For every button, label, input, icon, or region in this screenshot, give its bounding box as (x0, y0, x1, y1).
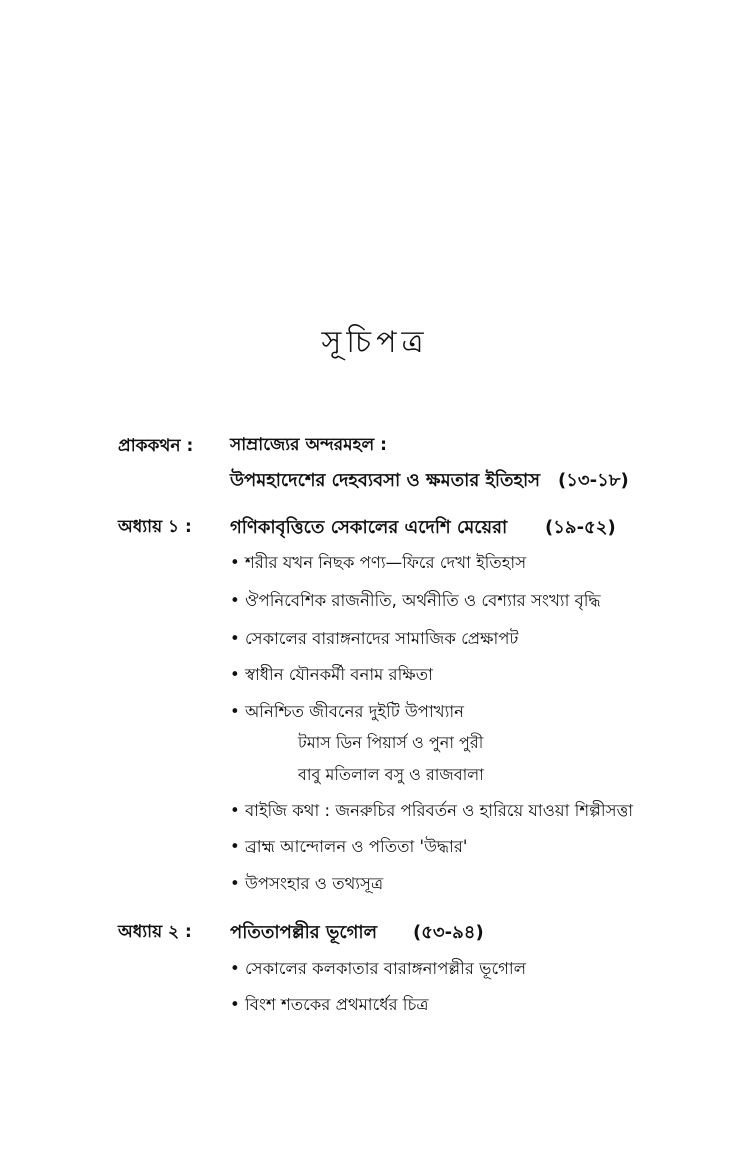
chapter-2-label: অধ্যায় ২ : (118, 922, 192, 942)
chapter-1-label: অধ্যায় ১ : (118, 517, 192, 537)
preface-title-line1: সাম্রাজ্যের অন্দরমহল : (230, 435, 387, 455)
chapter-1-item: • বাইজি কথা : জনরুচির পরিবর্তন ও হারিয়ে যাওয়া শিল্পীসত্তা (230, 801, 634, 820)
chapter-1-item: • স্বাধীন যৌনকর্মী বনাম রক্ষিতা (230, 665, 433, 684)
chapter-1-item: • অনিশ্চিত জীবনের দুইটি উপাখ্যান (230, 702, 465, 721)
chapter-1-item: • শরীর যখন নিছক পণ্য—ফিরে দেখা ইতিহাস (230, 553, 527, 572)
chapter-1-item: • ব্রাহ্ম আন্দোলন ও পতিতা 'উদ্ধার' (230, 837, 468, 856)
chapter-1-pages: (১৯-৫২) (545, 517, 616, 538)
chapter-2-item: • বিংশ শতকের প্রথমার্ধের চিত্র (230, 995, 429, 1014)
chapter-1-title: গণিকাবৃত্তিতে সেকালের এদেশি মেয়েরা (230, 517, 508, 538)
preface-pages: (১৩-১৮) (558, 470, 629, 491)
chapter-1-item: • সেকালের বারাঙ্গনাদের সামাজিক প্রেক্ষাপট (230, 629, 519, 648)
chapter-1-item: • উপসংহার ও তথ্যসূত্র (230, 874, 384, 893)
page-title: সূচিপত্র (321, 325, 429, 360)
chapter-2-title: পতিতাপল্লীর ভূগোল (230, 922, 378, 943)
chapter-2-item: • সেকালের কলকাতার বারাঙ্গনাপল্লীর ভূগোল (230, 959, 526, 978)
chapter-1-subitem: টমাস ডিন পিয়ার্স ও পুনা পুরী (298, 733, 484, 752)
chapter-1-subitem: বাবু মতিলাল বসু ও রাজবালা (298, 765, 484, 784)
preface-label: প্রাককথন : (118, 436, 194, 456)
chapter-1-item: • ঔপনিবেশিক রাজনীতি, অর্থনীতি ও বেশ্যার সংখ্যা বৃদ্ধি (230, 591, 601, 610)
chapter-2-pages: (৫৩-৯৪) (413, 922, 484, 943)
preface-title-line2: উপমহাদেশের দেহব্যবসা ও ক্ষমতার ইতিহাস (230, 470, 541, 491)
